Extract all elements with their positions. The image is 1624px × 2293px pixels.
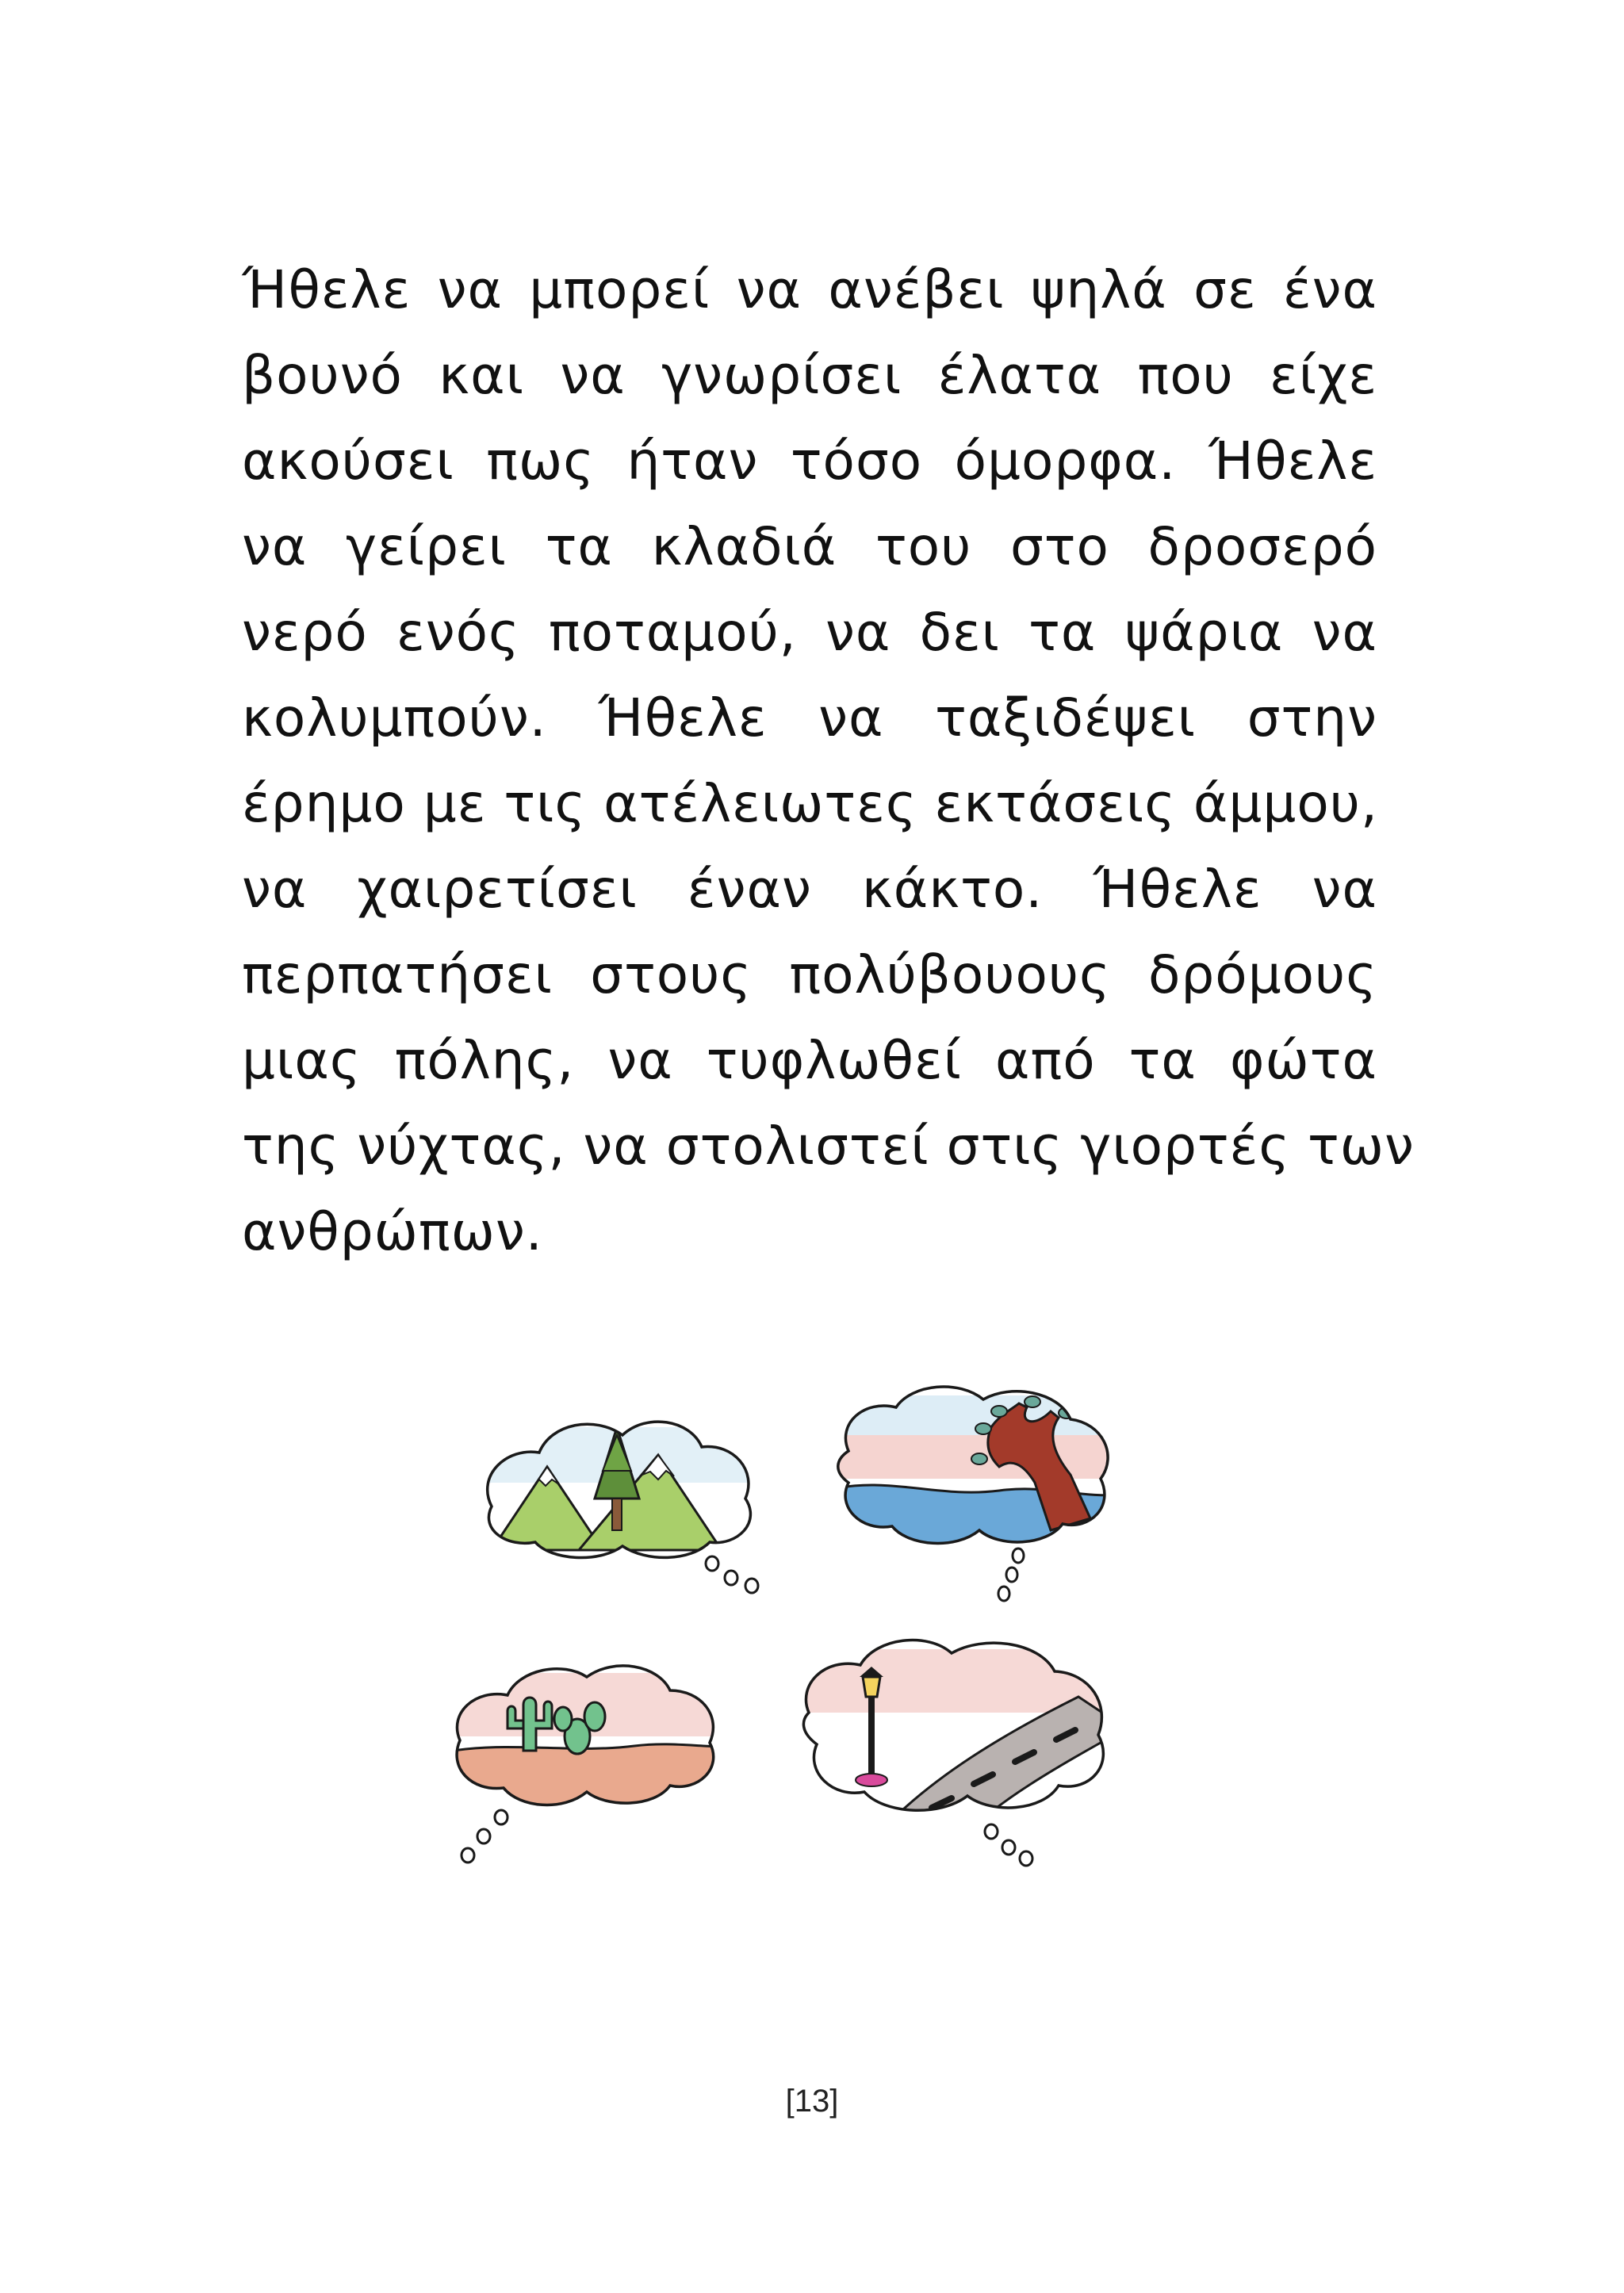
story-line: νερό ενός ποταμού, να δει τα ψάρια να [242,602,1377,663]
story-line: κολυμπούν. Ήθελε να ταξιδέψει στην [242,687,1377,748]
page-number: [13] [785,2084,839,2119]
story-line: Ήθελε να μπορεί να ανέβει ψηλά σε ένα [242,259,1377,320]
desert-thought-bubble [444,1649,730,1862]
story-line: έρημο με τις ατέλειωτες εκτάσεις άμμου, [242,773,1378,834]
mountain-thought-bubble [476,1411,777,1593]
story-line: περπατήσει στους πολύβουους δρόμους [242,944,1377,1005]
story-line: να χαιρετίσει έναν κάκτο. Ήθελε να [242,859,1377,920]
city-thought-bubble [793,1625,1126,1866]
story-line: βουνό και να γνωρίσει έλατα που είχε [242,345,1377,406]
river-thought-bubble [825,1380,1126,1601]
story-line: μιας πόλης, να τυφλωθεί από τα φώτα [242,1030,1377,1091]
thought-bubbles-illustration [444,1380,1205,1950]
story-line: της νύχτας, να στολιστεί στις γιορτές των [242,1116,1415,1177]
story-line: ακούσει πως ήταν τόσο όμορφα. Ήθελε [242,431,1377,492]
story-paragraph [242,247,1415,1275]
story-line: ανθρώπων. [242,1201,543,1262]
story-line: να γείρει τα κλαδιά του στο δροσερό [242,516,1377,577]
